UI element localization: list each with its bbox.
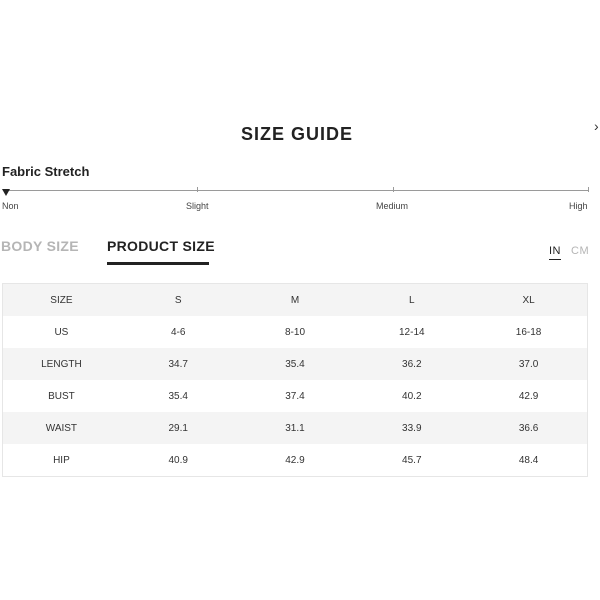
tab-body-size[interactable]: BODY SIZE: [1, 238, 79, 254]
stretch-level-non: Non: [2, 201, 19, 211]
table-cell: 33.9: [402, 422, 422, 434]
table-cell: 48.4: [518, 454, 539, 466]
table-cell: BUST: [48, 390, 75, 402]
page-title: SIZE GUIDE: [240, 124, 353, 144]
table-header-cell: S: [174, 294, 182, 306]
active-tab-underline: [107, 262, 209, 265]
table-cell: 4-6: [170, 326, 186, 338]
table-header-cell: SIZE: [50, 294, 73, 306]
table-header-cell: L: [409, 294, 415, 306]
unit-cm-toggle[interactable]: CM: [571, 245, 590, 257]
table-header-row: [3, 284, 587, 316]
fabric-stretch-label: Fabric Stretch: [2, 164, 90, 179]
stretch-level-slight: Slight: [186, 201, 209, 211]
fabric-stretch-track: [5, 190, 588, 191]
table-row: [3, 444, 587, 476]
table-cell: 35.4: [168, 390, 188, 402]
stretch-marker-icon: [2, 189, 10, 196]
table-cell: WAIST: [45, 422, 78, 434]
stretch-level-medium: Medium: [376, 201, 409, 211]
stretch-level-high: High: [569, 201, 588, 211]
stretch-tick: [588, 187, 589, 192]
table-row: [3, 380, 587, 412]
table-cell: LENGTH: [41, 358, 82, 370]
table-cell: 12-14: [399, 326, 425, 338]
table-cell: 36.2: [402, 358, 422, 370]
table-cell: 40.2: [402, 390, 422, 402]
table-row: [3, 316, 587, 348]
close-icon[interactable]: ›: [594, 118, 599, 134]
size-table: [2, 283, 588, 477]
table-cell: 40.9: [168, 454, 188, 466]
table-cell: US: [54, 326, 69, 338]
table-cell: 31.1: [285, 422, 305, 434]
table-cell: 35.4: [285, 358, 305, 370]
stretch-tick: [197, 187, 198, 192]
table-cell: HIP: [53, 454, 70, 466]
table-cell: 42.9: [518, 390, 539, 402]
table-cell: 37.4: [285, 390, 305, 402]
table-cell: 8-10: [284, 326, 305, 338]
table-cell: 45.7: [402, 454, 422, 466]
tab-product-size[interactable]: PRODUCT SIZE: [107, 238, 215, 254]
table-header-cell: XL: [522, 294, 535, 306]
table-cell: 16-18: [515, 326, 542, 338]
table-cell: 42.9: [285, 454, 305, 466]
table-cell: 37.0: [518, 358, 539, 370]
table-cell: 36.6: [518, 422, 539, 434]
unit-in-toggle[interactable]: IN: [549, 245, 561, 260]
table-cell: 29.1: [168, 422, 188, 434]
table-row: [3, 412, 587, 444]
table-row: [3, 348, 587, 380]
table-cell: 34.7: [168, 358, 188, 370]
stretch-tick: [393, 187, 394, 192]
table-header-cell: M: [290, 294, 300, 306]
